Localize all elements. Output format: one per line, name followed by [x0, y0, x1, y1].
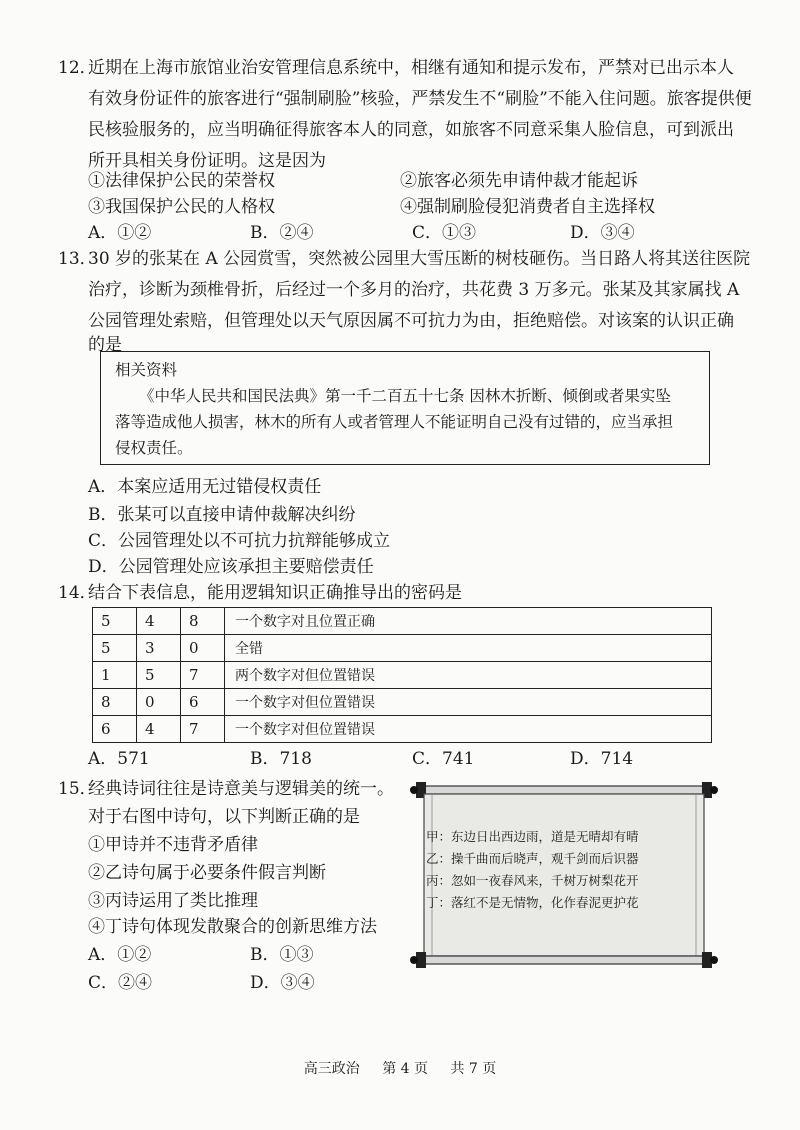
q12-statement: ④强制刷脸侵犯消费者自主选择权: [400, 197, 655, 217]
q12-stem-line: 民核验服务的，应当明确征得旅客本人的同意，如旅客不同意采集人脸信息，可到派出: [88, 120, 734, 140]
footer-subject: 高三政治: [303, 1061, 360, 1077]
digit-cell: 8: [181, 608, 225, 635]
q12-option-c: C．①③: [412, 223, 477, 243]
q12-option-b: B．②④: [250, 223, 314, 243]
digit-cell: 0: [137, 689, 181, 716]
q13-stem-line: 治疗，诊断为颈椎骨折，后经过一个多月的治疗，共花费 3 万多元。张某及其家属找 A: [88, 280, 740, 300]
table-row: [93, 689, 712, 716]
q15-option-c: C．②④: [88, 973, 153, 993]
poem-bing: 丙：忽如一夜春风来，千树万树梨花开: [426, 873, 639, 888]
q12-statement: ③我国保护公民的人格权: [88, 197, 275, 217]
q12-stem-line: 所开具相关身份证明。这是因为: [88, 151, 326, 171]
poem-yi: 乙：操千曲而后晓声，观千剑而后识器: [426, 851, 639, 866]
q14-option-d: D．714: [570, 749, 634, 769]
footer-page: 第 4 页: [382, 1061, 428, 1077]
q12-statement: ①法律保护公民的荣誉权: [88, 171, 275, 191]
q15-statement: ③丙诗运用了类比推理: [88, 891, 258, 911]
q12-option-a: A．①②: [88, 223, 152, 243]
clue-cell: 全错: [225, 635, 712, 662]
q15-statement: ④丁诗句体现发散聚合的创新思维方法: [88, 917, 377, 937]
q13-option-a: A．本案应适用无过错侵权责任: [88, 477, 322, 497]
q14-number: 14．: [58, 583, 97, 603]
digit-cell: 8: [93, 689, 137, 716]
q15-statement: ①甲诗并不违背矛盾律: [88, 835, 258, 855]
q15-number: 15．: [58, 779, 97, 799]
digit-cell: 5: [137, 662, 181, 689]
scroll-poems: [426, 826, 639, 914]
q12-statement: ②旅客必须先申请仲裁才能起诉: [400, 171, 638, 191]
table-row: [93, 716, 712, 743]
material-title: 相关资料: [115, 361, 178, 379]
q15-option-a: A．①②: [88, 945, 152, 965]
table-row: [93, 662, 712, 689]
digit-cell: 5: [93, 635, 137, 662]
material-line: 《中华人民共和国民法典》第一千二百五十七条 因林木折断、倾倒或者果实坠: [139, 387, 671, 405]
material-line: 落等造成他人损害，林木的所有人或者管理人不能证明自己没有过错的，应当承担: [115, 413, 674, 431]
clue-cell: 一个数字对且位置正确: [225, 608, 712, 635]
material-line: 侵权责任。: [115, 439, 193, 457]
poem-ding: 丁：落红不是无情物，化作春泥更护花: [426, 895, 639, 910]
q13-stem-line: 公园管理处索赔，但管理处以天气原因属不可抗力为由，拒绝赔偿。对该案的认识正确: [88, 311, 734, 331]
q13-stem-line: 的是: [88, 335, 122, 355]
q14-option-c: C．741: [412, 749, 475, 769]
digit-cell: 5: [93, 608, 137, 635]
digit-cell: 1: [93, 662, 137, 689]
q14-stem: 结合下表信息，能用逻辑知识正确推导出的密码是: [88, 583, 462, 603]
clue-cell: 两个数字对但位置错误: [225, 662, 712, 689]
footer-total: 共 7 页: [450, 1061, 497, 1077]
digit-cell: 6: [181, 689, 225, 716]
digit-cell: 7: [181, 662, 225, 689]
table-row: [93, 608, 712, 635]
q14-option-b: B．718: [250, 749, 312, 769]
q15-stem-line: 经典诗词往往是诗意美与逻辑美的统一。: [88, 779, 394, 799]
q13-option-d: D．公园管理处应该承担主要赔偿责任: [88, 557, 374, 577]
q13-option-c: C．公园管理处以不可抗力抗辩能够成立: [88, 531, 391, 551]
q12-stem-line: 有效身份证件的旅客进行“强制刷脸”核验，严禁发生不“刷脸”不能入住问题。旅客提供便: [88, 89, 752, 109]
password-clue-table: [92, 607, 712, 743]
q15-stem-line: 对于右图中诗句，以下判断正确的是: [88, 807, 360, 827]
digit-cell: 3: [137, 635, 181, 662]
q12-option-d: D．③④: [570, 223, 635, 243]
digit-cell: 6: [93, 716, 137, 743]
table-row: [93, 635, 712, 662]
page-footer: [0, 1058, 800, 1078]
related-material-box: [100, 351, 710, 465]
digit-cell: 4: [137, 716, 181, 743]
clue-cell: 一个数字对但位置错误: [225, 689, 712, 716]
q12-number: 12．: [58, 58, 97, 78]
q13-number: 13．: [58, 249, 97, 269]
q13-option-b: B．张某可以直接申请仲裁解决纠纷: [88, 505, 356, 525]
q13-stem-line: 30 岁的张某在 A 公园赏雪，突然被公园里大雪压断的树枝砸伤。当日路人将其送往医院: [88, 249, 751, 269]
digit-cell: 4: [137, 608, 181, 635]
q15-statement: ②乙诗句属于必要条件假言判断: [88, 863, 326, 883]
q15-option-d: D．③④: [250, 973, 315, 993]
digit-cell: 0: [181, 635, 225, 662]
digit-cell: 7: [181, 716, 225, 743]
clue-cell: 一个数字对但位置错误: [225, 716, 712, 743]
q15-option-b: B．①③: [250, 945, 314, 965]
q14-option-a: A．571: [88, 749, 150, 769]
q12-stem-line: 近期在上海市旅馆业治安管理信息系统中，相继有通知和提示发布，严禁对已出示本人: [88, 58, 734, 78]
poem-jia: 甲：东边日出西边雨，道是无晴却有晴: [426, 829, 639, 844]
